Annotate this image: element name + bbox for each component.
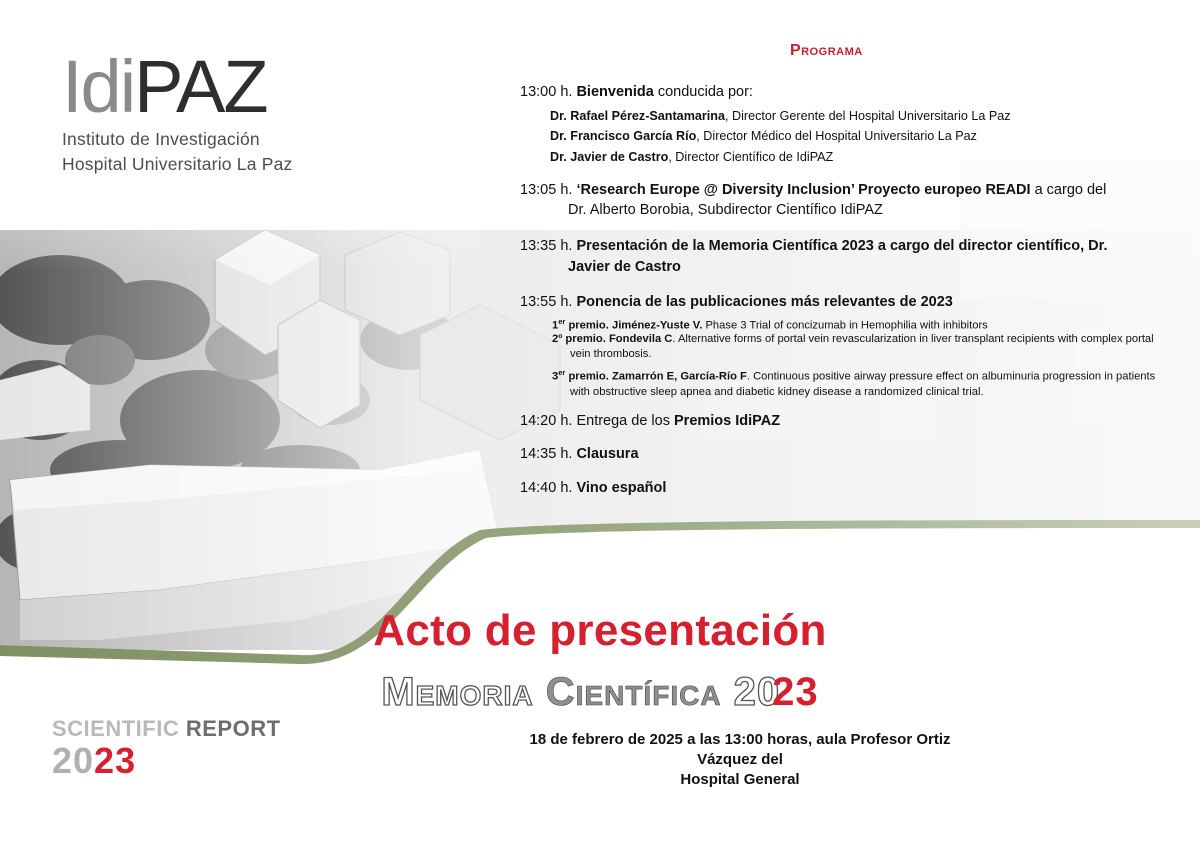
logo-subtitle-2: Hospital Universitario La Paz [62,154,293,174]
idipaz-logo [62,45,322,174]
program-item-memoria: 13:35 h. Presentación de la Memoria Científica 2023 a cargo del director científico, Dr. [520,238,1108,254]
program-title: Programa [790,42,863,59]
memoria-title [0,670,1200,715]
award-1: 1er premio. Jiménez-Yuste V. Phase 3 Trial of concizumab in Hemophilia with inhibitors [552,317,988,332]
program-item-ponencia: 13:55 h. Ponencia de las publicaciones más relevantes de 2023 [520,294,953,310]
speaker-2: Dr. Francisco García Río, Director Médico del Hospital Universitario La Paz [550,129,977,143]
award-3: 3er premio. Zamarrón E, García-Río F. Continuous positive airway pressure effect on albuminuria progression in patients with obstructive sleep apnea and diabetic kidney disease a randomized clinical trial. [552,368,1156,398]
cientifica-word: Científica [545,670,722,714]
program-item-clausura: 14:35 h. Clausura [520,446,639,462]
program-item-readi-cont: Dr. Alberto Borobia, Subdirector Científico IdiPAZ [568,202,883,218]
event-title: Acto de presentación [373,606,827,655]
memoria-word: Memoria [381,670,534,714]
program-item-welcome: 13:00 h. Bienvenida conducida por: [520,84,753,100]
logo-mark: IdiPAZ [62,45,267,128]
speaker-3: Dr. Javier de Castro, Director Científico de IdiPAZ [550,150,834,164]
logo-subtitle-1: Instituto de Investigación [62,129,260,149]
scientific-report-mark: SCIENTIFIC REPORT 2023 [52,716,281,781]
event-date: 18 de febrero de 2025 a las 13:00 horas, aula Profesor Ortiz Vázquez del Hospital General [529,731,951,788]
program-item-readi: 13:05 h. ‘Research Europe @ Diversity Inclusion’ Proyecto europeo READI a cargo del [520,182,1107,198]
award-2: 2º premio. Fondevila C. Alternative forms of portal vein revascularization in liver transplant recipients with complex portal vein thrombosis. [552,333,1154,360]
speaker-1: Dr. Rafael Pérez-Santamarina, Director Gerente del Hospital Universitario La Paz [550,109,1011,123]
memoria-year-b: 23 [772,670,819,714]
program-item-vino: 14:40 h. Vino español [520,480,667,496]
program-item-memoria-cont: Javier de Castro [568,259,681,275]
program-item-premios: 14:20 h. Entrega de los Premios IdiPAZ [520,413,781,429]
memoria-year-a: 20 [733,670,781,714]
